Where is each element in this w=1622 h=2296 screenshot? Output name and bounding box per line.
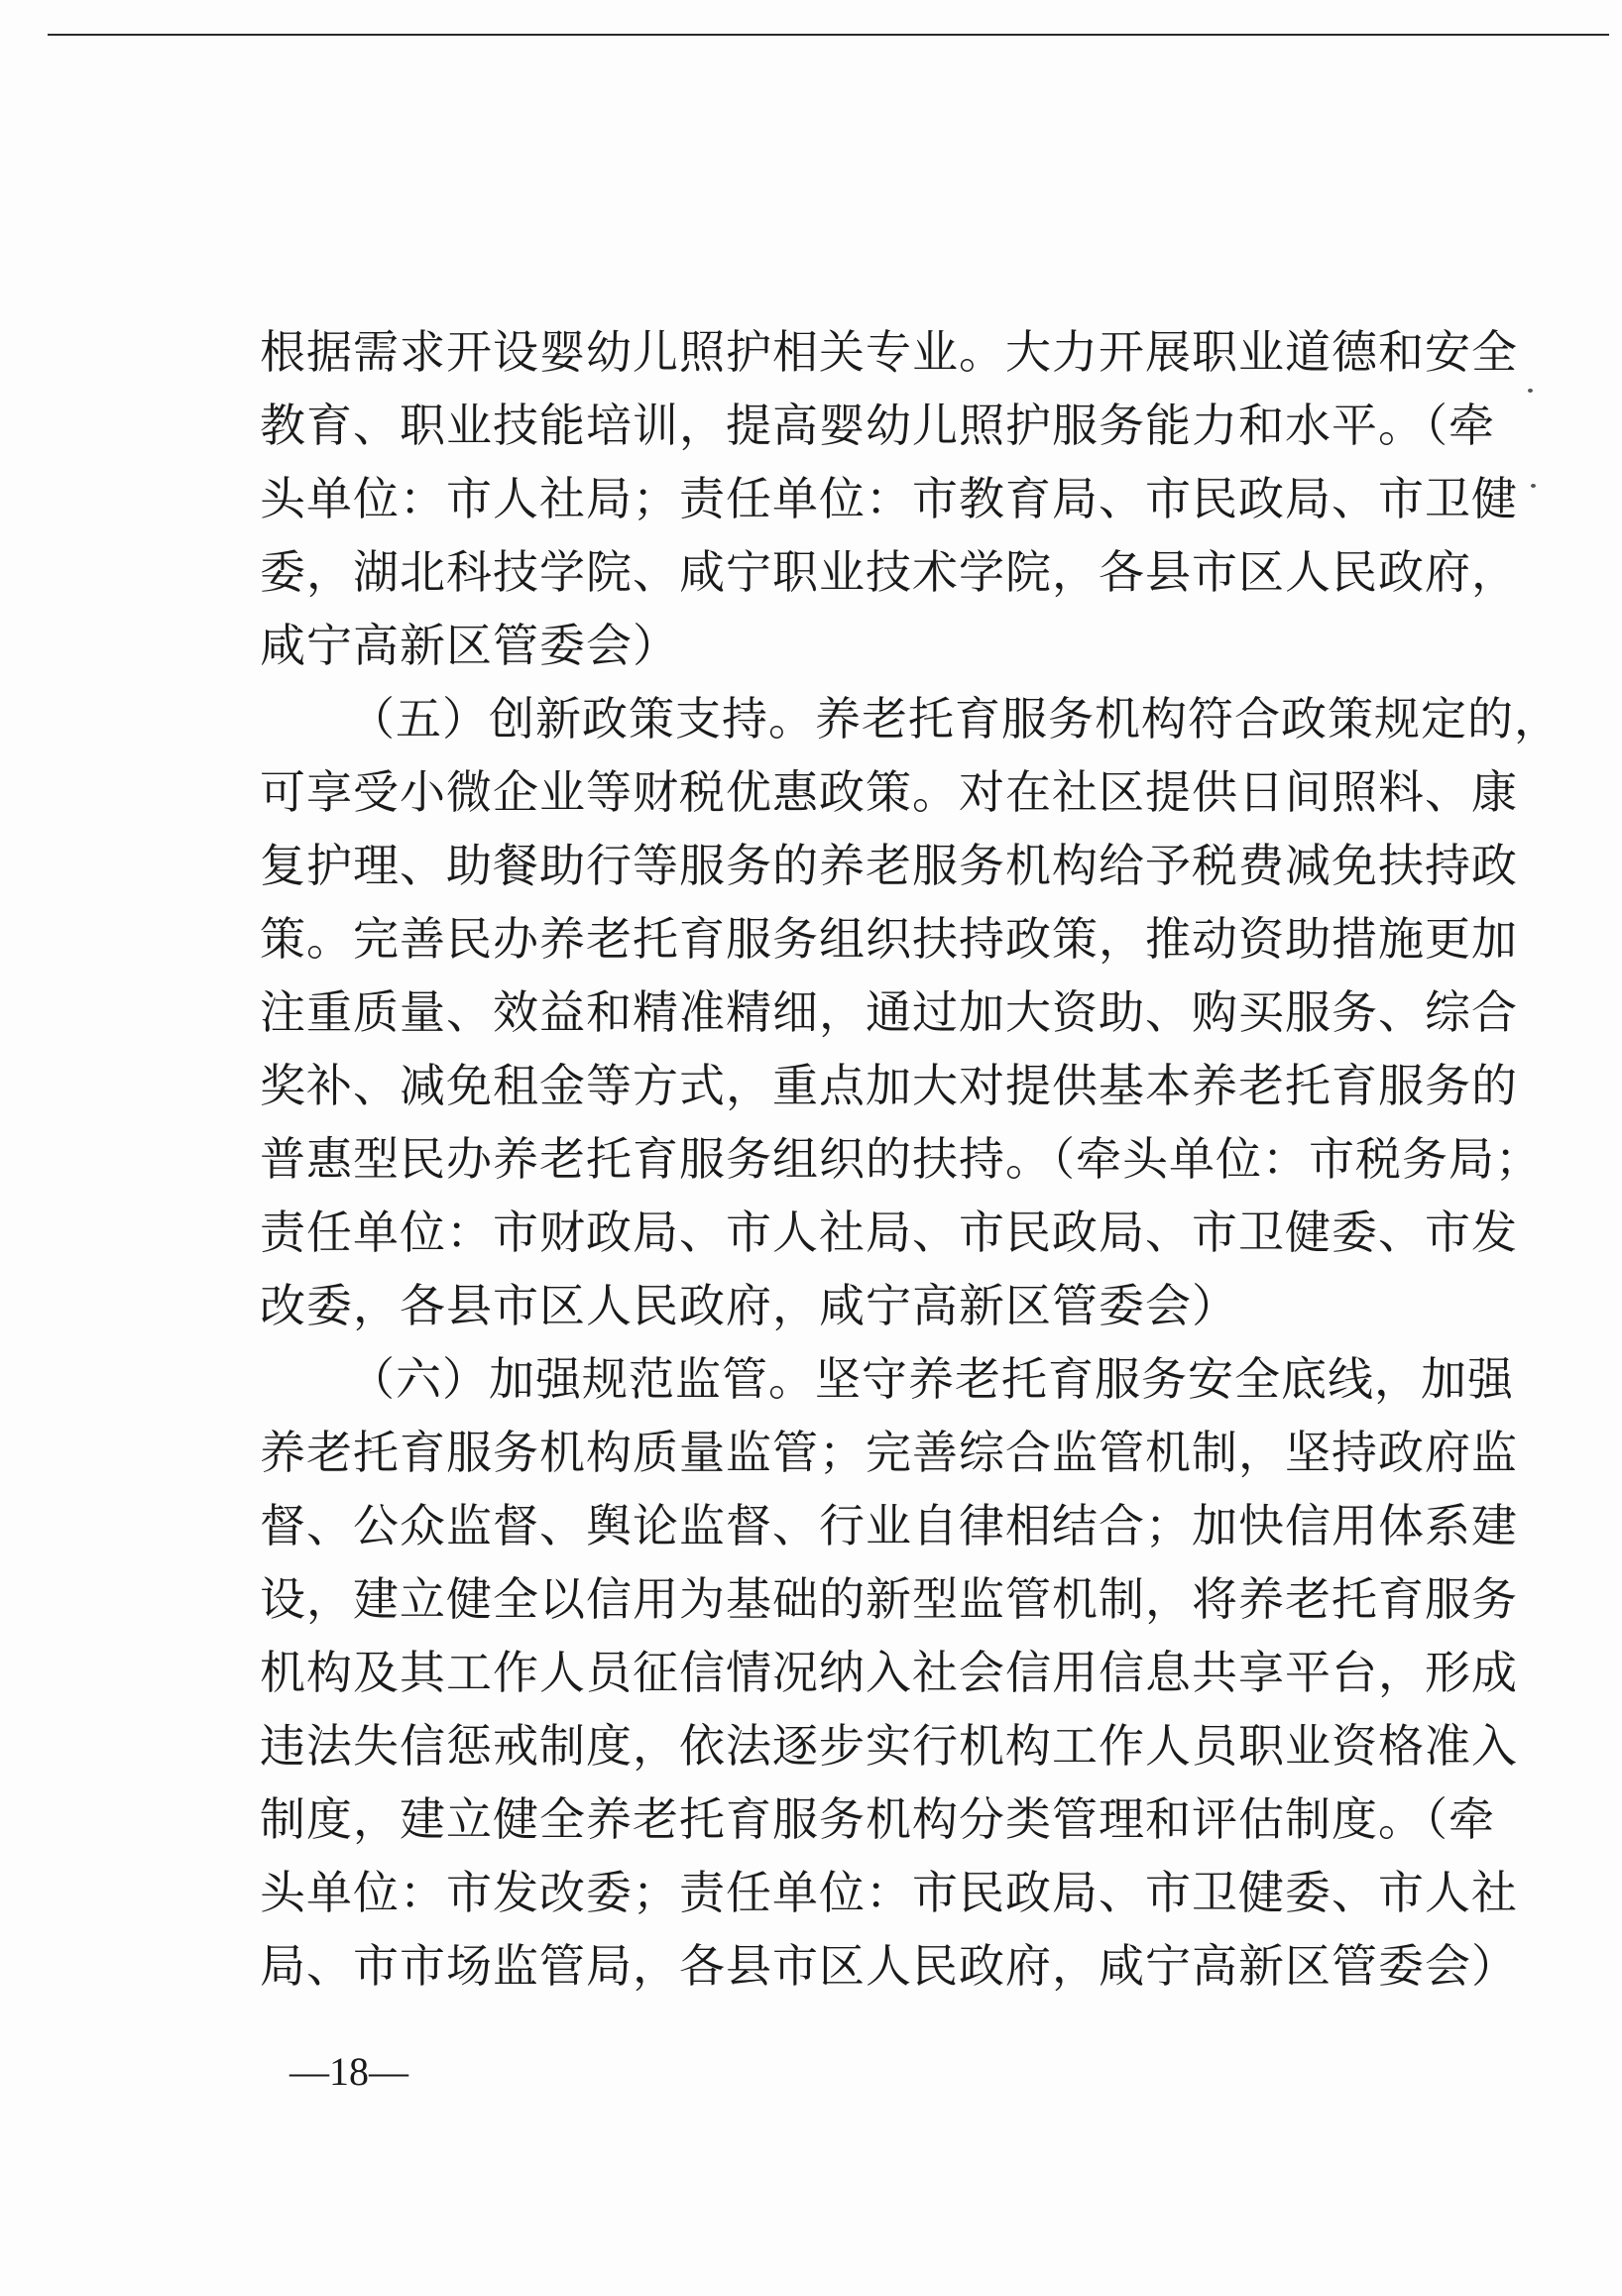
paragraph-line: 头单位：市发改委；责任单位：市民政局、市卫健委、市人社 [260,1866,1518,1919]
paragraph-line: 局、市市场监管局，各县市区人民政府，咸宁高新区管委会） [260,1939,1518,1993]
paragraph-line: 设，建立健全以信用为基础的新型监管机制，将养老托育服务 [260,1572,1518,1626]
paragraph-line: 复护理、助餐助行等服务的养老服务机构给予税费减免扶持政 [260,839,1518,892]
paragraph-line: 奖补、减免租金等方式，重点加大对提供基本养老托育服务的 [260,1059,1518,1112]
body-text [260,315,1561,2003]
paragraph-line: 普惠型民办养老托育服务组织的扶持。（牵头单位：市税务局； [260,1132,1542,1186]
paragraph-line: 委，湖北科技学院、咸宁职业技术学院，各县市区人民政府， [260,545,1518,599]
section-heading-line: （六）加强规范监管。坚守养老托育服务安全底线，加强 [349,1352,1514,1406]
scan-speck [1528,389,1533,393]
paragraph-line: 策。完善民办养老托育服务组织扶持政策，推动资助措施更加 [260,912,1518,966]
paragraph-line: 头单位：市人社局；责任单位：市教育局、市民政局、市卫健 [260,472,1518,525]
paragraph-line: 违法失信惩戒制度，依法逐步实行机构工作人员职业资格准入 [260,1719,1518,1773]
paragraph-line: 机构及其工作人员征信情况纳入社会信用信息共享平台，形成 [260,1646,1518,1699]
paragraph-line: 咸宁高新区管委会） [260,619,679,672]
paragraph-line: 注重质量、效益和精准精细，通过加大资助、购买服务、综合 [260,985,1518,1039]
header-rule [48,34,1609,36]
paragraph-line: 可享受小微企业等财税优惠政策。对在社区提供日间照料、康 [260,765,1518,819]
paragraph-line: 根据需求开设婴幼儿照护相关专业。大力开展职业道德和安全 [260,325,1518,379]
paragraph-line: 养老托育服务机构质量监管；完善综合监管机制，坚持政府监 [260,1426,1518,1479]
paragraph-line: 改委，各县市区人民政府，咸宁高新区管委会） [260,1279,1238,1332]
page-number: —18— [290,2049,408,2094]
section-heading-line: （五）创新政策支持。养老托育服务机构符合政策规定的， [349,692,1561,746]
scan-speck [1531,484,1536,488]
paragraph-line: 责任单位：市财政局、市人社局、市民政局、市卫健委、市发 [260,1205,1518,1259]
paragraph-line: 督、公众监督、舆论监督、行业自律相结合；加快信用体系建 [260,1499,1518,1552]
paragraph-line: 教育、职业技能培训，提高婴幼儿照护服务能力和水平。（牵 [260,399,1495,452]
paragraph-line: 制度，建立健全养老托育服务机构分类管理和评估制度。（牵 [260,1792,1495,1846]
